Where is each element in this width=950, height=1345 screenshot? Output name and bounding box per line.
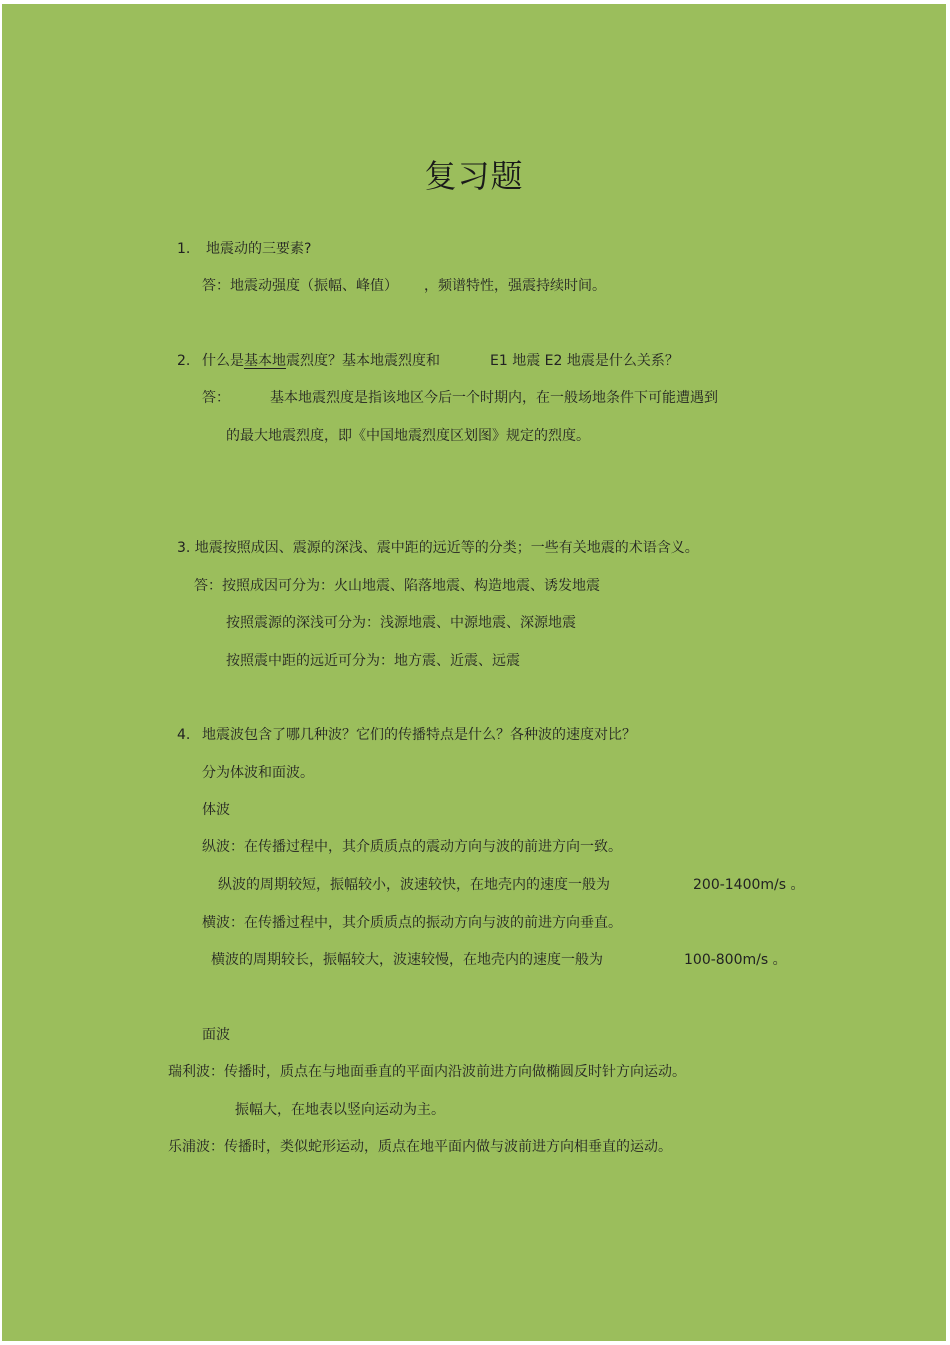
q2-question-underlined: 基本地 <box>244 353 286 369</box>
q1-question: 地震动的三要素? <box>206 241 312 257</box>
q1-answer-part1: 答：地震动强度（振幅、峰值） <box>202 278 398 294</box>
q2-question-start: 什么是 <box>202 353 244 369</box>
q2-question-end: E1 地震 E2 地震是什么关系？ <box>490 353 679 369</box>
q2-number: 2. <box>177 353 191 369</box>
q4-p-wave-speed: 200-1400m/s 。 <box>693 877 805 893</box>
q4-p-wave-detail: 纵波的周期较短，振幅较小，波速较快，在地壳内的速度一般为 <box>218 877 610 893</box>
q4-s-wave-detail: 横波的周期较长，振幅较大，波速较慢，在地壳内的速度一般为 <box>211 952 603 968</box>
q2-answer-label: 答： <box>202 390 230 406</box>
q2-answer-line1: 基本地震烈度是指该地区今后一个时期内，在一般场地条件下可能遭遇到 <box>270 390 718 406</box>
q3-answer-line1: 答：按照成因可分为：火山地震、陷落地震、构造地震、诱发地震 <box>194 578 600 594</box>
q4-number: 4. <box>177 727 191 743</box>
q4-question: 地震波包含了哪几种波？它们的传播特点是什么？各种波的速度对比？ <box>202 727 636 743</box>
q1-number: 1. <box>177 241 191 257</box>
q1-answer-part2: ，频谱特性，强震持续时间。 <box>424 278 606 294</box>
q4-love-wave: 乐浦波：传播时，类似蛇形运动，质点在地平面内做与波前进方向相垂直的运动。 <box>168 1139 672 1155</box>
q4-rayleigh-wave-detail: 振幅大，在地表以竖向运动为主。 <box>235 1102 445 1118</box>
q3-answer-line2: 按照震源的深浅可分为：浅源地震、中源地震、深源地震 <box>226 615 576 631</box>
q2-question-mid: 震烈度？基本地震烈度和 <box>286 353 440 369</box>
document-page <box>2 4 946 1341</box>
q4-s-wave: 横波：在传播过程中，其介质质点的振动方向与波的前进方向垂直。 <box>202 915 622 931</box>
q4-wave-categories: 分为体波和面波。 <box>202 765 314 781</box>
q4-s-wave-speed: 100-800m/s 。 <box>684 952 787 968</box>
q2-question <box>202 352 440 370</box>
q4-surface-wave-heading: 面波 <box>202 1027 230 1043</box>
q2-answer-line2: 的最大地震烈度，即《中国地震烈度区划图》规定的烈度。 <box>226 428 590 444</box>
q4-body-wave-heading: 体波 <box>202 802 230 818</box>
q4-rayleigh-wave: 瑞利波：传播时，质点在与地面垂直的平面内沿波前进方向做椭圆反时针方向运动。 <box>168 1064 686 1080</box>
q4-p-wave: 纵波：在传播过程中，其介质质点的震动方向与波的前进方向一致。 <box>202 839 622 855</box>
q3-question: 3. 地震按照成因、震源的深浅、震中距的远近等的分类；一些有关地震的术语含义。 <box>177 540 699 556</box>
page-title: 复习题 <box>424 157 524 195</box>
q3-answer-line3: 按照震中距的远近可分为：地方震、近震、远震 <box>226 653 520 669</box>
